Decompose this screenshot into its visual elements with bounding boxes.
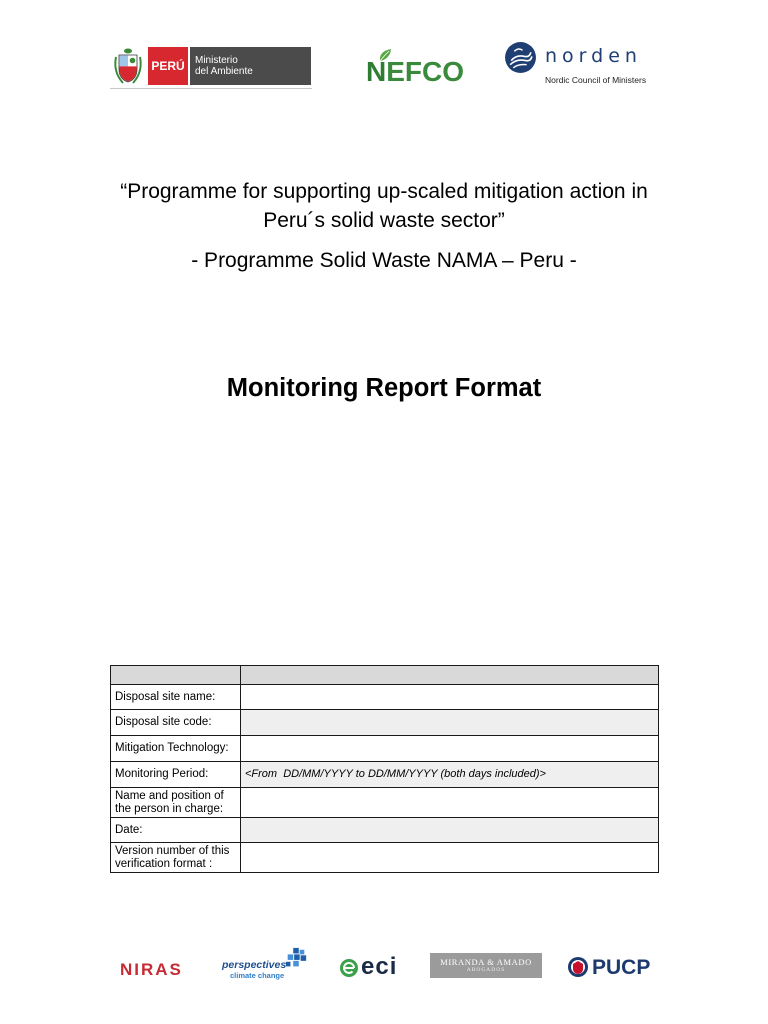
nefco-initial: N xyxy=(366,56,387,87)
table-row xyxy=(111,710,659,736)
norden-logo xyxy=(504,41,660,87)
row-value-version-number xyxy=(241,843,659,873)
pucp-logo xyxy=(567,955,653,981)
perspectives-logo xyxy=(220,947,308,981)
table-row xyxy=(111,843,659,873)
row-value-person-in-charge xyxy=(241,788,659,818)
programme-title-line-2: Peru´s solid waste sector” xyxy=(263,209,505,232)
pucp-wordmark: PUCP xyxy=(592,956,651,979)
ministry-name-box xyxy=(190,47,311,85)
perspectives-tagline: climate change xyxy=(230,971,285,980)
table-row xyxy=(111,685,659,710)
table-header-cell xyxy=(241,666,659,685)
row-label-date: Date: xyxy=(111,818,241,843)
miranda-amado-name: MIRANDA & AMADO xyxy=(440,957,532,967)
nefco-rest: EFCO xyxy=(386,56,465,87)
nefco-wordmark xyxy=(366,58,464,86)
row-value-disposal-site-name xyxy=(241,685,659,710)
miranda-amado-logo xyxy=(430,953,542,978)
perspectives-wordmark: perspectives xyxy=(222,959,287,971)
row-label-person-in-charge: Name and position of the person in charge: xyxy=(111,788,241,818)
niras-logo: NIRAS xyxy=(120,960,183,979)
monitoring-info-table xyxy=(110,665,659,873)
ministry-name-line-1: Ministerio xyxy=(195,55,238,66)
row-label-version-number: Version number of this verification format : xyxy=(111,843,241,873)
table-row xyxy=(111,736,659,762)
university-seal-icon xyxy=(567,956,589,978)
coat-of-arms-icon xyxy=(111,45,145,87)
norden-subtitle: Nordic Council of Ministers xyxy=(545,75,647,85)
eci-wordmark: eci xyxy=(361,953,398,980)
pixel-cross-icon xyxy=(284,947,308,971)
row-value-disposal-site-code xyxy=(241,710,659,736)
row-label-monitoring-period: Monitoring Period: xyxy=(111,762,241,788)
table-row xyxy=(111,762,659,788)
row-label-mitigation-technology: Mitigation Technology: xyxy=(111,736,241,762)
peru-ministry-logo xyxy=(110,44,312,89)
row-value-date xyxy=(241,818,659,843)
programme-subtitle: - Programme Solid Waste NAMA – Peru - xyxy=(191,249,577,272)
miranda-amado-tagline: ABOGADOS xyxy=(466,967,506,973)
table-header-cell xyxy=(111,666,241,685)
row-label-disposal-site-name: Disposal site name: xyxy=(111,685,241,710)
eci-logo xyxy=(339,954,405,984)
row-label-disposal-site-code: Disposal site code: xyxy=(111,710,241,736)
table-row xyxy=(111,788,659,818)
table-header-row xyxy=(111,666,659,685)
ministry-name-line-2: del Ambiente xyxy=(195,66,253,77)
norden-wordmark: norden xyxy=(545,45,642,67)
row-value-monitoring-period: <From DD/MM/YYYY to DD/MM/YYYY (both days included)> xyxy=(241,762,659,788)
programme-title-line-1: “Programme for supporting up-scaled mitigation action in xyxy=(120,180,648,203)
peru-country-label: PERÚ xyxy=(148,47,188,85)
report-heading: Monitoring Report Format xyxy=(226,374,542,402)
swan-icon xyxy=(504,41,537,74)
row-value-mitigation-technology xyxy=(241,736,659,762)
green-globe-icon xyxy=(339,958,359,978)
table-row xyxy=(111,818,659,843)
nefco-logo xyxy=(366,48,466,86)
